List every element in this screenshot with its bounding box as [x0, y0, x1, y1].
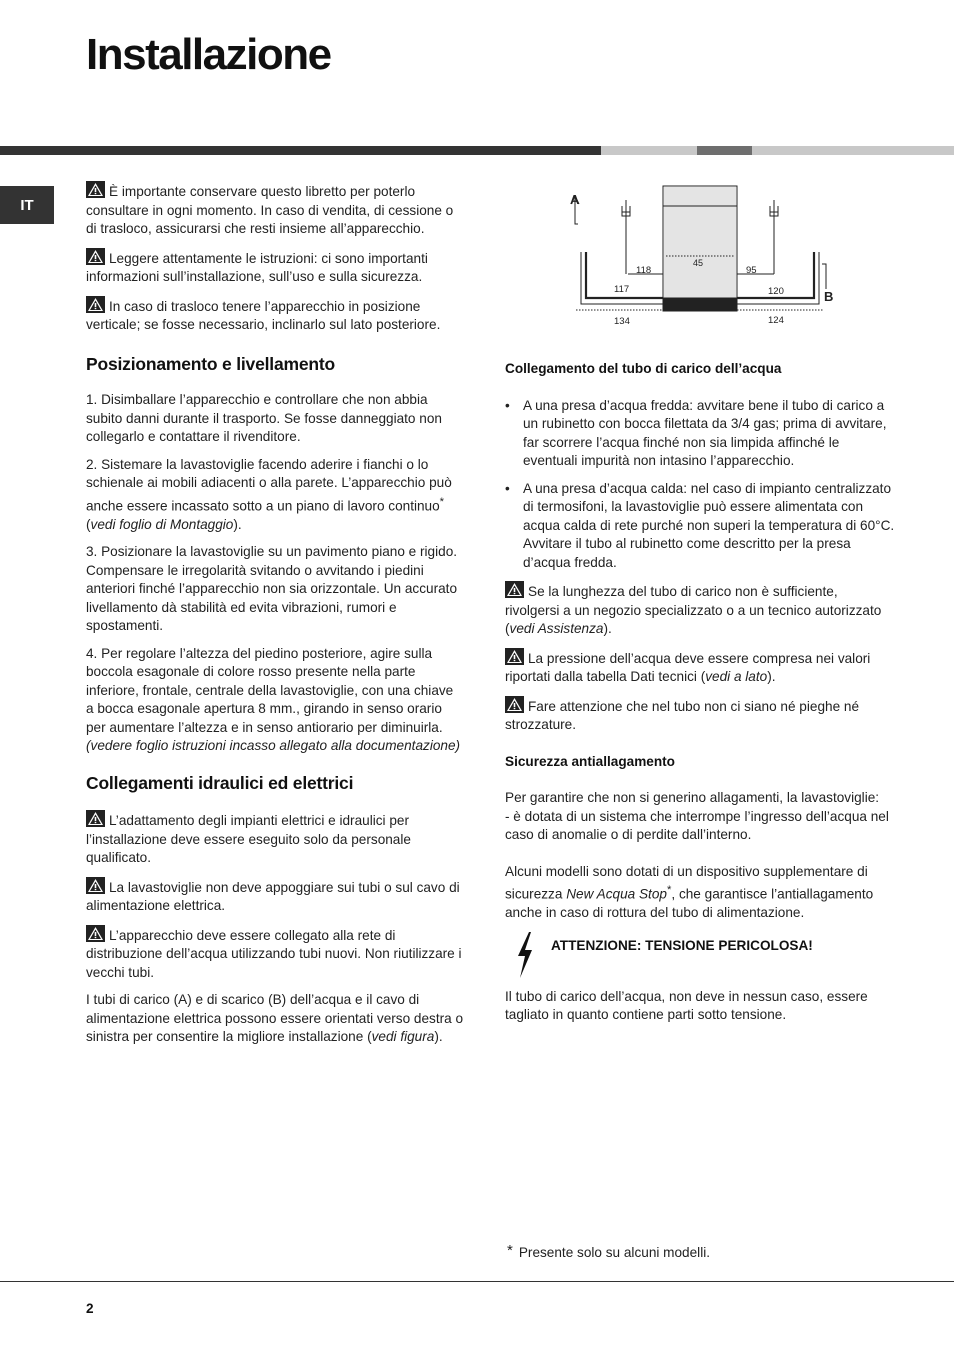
language-tab: IT: [0, 186, 54, 224]
positioning-step-2: 2. Sistemare la lavastoviglie facendo aderire i fianchi o lo schienale ai mobili adiacenti o alla parete. L’apparecchio può anche essere incassato sotto a un piano di lavoro continuo* (vedi foglio di Montaggio).: [86, 456, 452, 532]
load-warning-1: Se la lunghezza del tubo di carico non è sufficiente, rivolgersi a un negozio specializzato o a un tecnico autorizzato (vedi Assistenza).: [505, 581, 895, 639]
header-bar: [0, 146, 954, 155]
warning-icon: [86, 810, 105, 827]
warning-icon: [505, 696, 524, 713]
dim-right-mid: 120: [768, 286, 784, 297]
list-item: • A una presa d’acqua calda: nel caso di impianto centralizzato di termosifoni, la lavastoviglie può essere alimentata con acqua calda di rete purché non superi la temperatura di 60°C. Avvitare il tubo al rubinetto come descritto per la presa d’acqua fredda.: [505, 480, 895, 573]
dim-left-bottom: 134: [614, 316, 630, 327]
intro-paragraph-2: Leggere attentamente le istruzioni: ci sono importanti informazioni sull’installazione, sull’uso e sulla sicurezza.: [86, 248, 464, 287]
danger-label: ATTENZIONE: TENSIONE PERICOLOSA!: [551, 937, 813, 953]
connections-heading: Collegamenti idraulici ed elettrici: [86, 772, 354, 793]
positioning-step-3: 3. Posizionare la lavastoviglie su un pavimento piano e rigido. Compensare le irregolarità svitando o avvitando i piedini anteriori finché l’apparecchio non sia orizzontale. Un accurato livellamento dà stabilità ed evita vibrazioni, rumori e spostamenti.: [86, 544, 458, 634]
flood-heading: Sicurezza antiallagamento: [505, 753, 675, 769]
header-bar-light: [601, 146, 697, 155]
intro-paragraph-1: È importante conservare questo libretto per poterlo consultare in ogni momento. In caso di vendita, di cessione o di trasloco, assicurarsi che resti insieme all’apparecchio.: [86, 181, 464, 239]
connections-warning-3: L’apparecchio deve essere collegato alla rete di distribuzione dell’acqua utilizzando tubi nuovi. Non riutilizzare i vecchi tubi.: [86, 925, 464, 983]
label-b: B: [824, 289, 834, 304]
page-title: Installazione: [86, 30, 331, 79]
dim-right-top: 95: [746, 265, 757, 276]
flood-paragraph-1: Per garantire che non si generino allagamenti, la lavastoviglie: - è dotata di un sistema che interrompe l’ingresso dell’acqua nel caso di anomalie o di perdite dall’interno.: [505, 790, 889, 842]
load-pipe-heading: Collegamento del tubo di carico dell’acqua: [505, 361, 782, 376]
right-column: [505, 360, 895, 1034]
footnote: * Presente solo su alcuni modelli.: [507, 1242, 711, 1260]
flood-paragraph-2: Alcuni modelli sono dotati di un dispositivo supplementare di sicurezza New Acqua Stop*, che garantisce l’antiallagamento anche in caso di rottura del tubo di alimentazione.: [505, 863, 874, 921]
warning-icon: [86, 181, 105, 198]
installation-diagram: [566, 184, 836, 330]
warning-icon: [86, 877, 105, 894]
warning-icon: [505, 648, 524, 665]
connections-warning-2: La lavastoviglie non deve appoggiare sui tubi o sul cavo di alimentazione elettrica.: [86, 877, 464, 916]
load-warning-3: Fare attenzione che nel tubo non ci siano né pieghe né strozzature.: [505, 696, 895, 735]
page-number: 2: [86, 1301, 94, 1316]
pipes-paragraph: I tubi di carico (A) e di scarico (B) dell’acqua e il cavo di alimentazione elettrica possono essere orientati verso destra o sinistra per consentire la migliore installazione (vedi figura).: [86, 992, 464, 1045]
positioning-heading: Posizionamento e livellamento: [86, 353, 335, 374]
dim-center: 45: [693, 258, 704, 268]
dim-left-top: 118: [636, 265, 652, 276]
list-item: • A una presa d’acqua fredda: avvitare bene il tubo di carico a un rubinetto con bocca filettata da 3/4 gas; prima di avvitare, far scorrere l’acqua finché non sia limpida affinché le eventuali impurità non intasino l’apparecchio.: [505, 397, 895, 471]
label-a: A: [570, 192, 580, 207]
footer-rule: [0, 1281, 954, 1282]
danger-text: Il tubo di carico dell’acqua, non deve in nessun caso, essere tagliato in quanto contiene parti sotto tensione.: [505, 988, 868, 1023]
danger-notice: [505, 932, 895, 978]
positioning-step-4: 4. Per regolare l’altezza del piedino posteriore, agire sulla boccola esagonale di colore rosso presente nella parte inferiore, frontale, centrale della lavastoviglie, con una chiave a bocca esagonale apertura 8 mm., girando in senso orario per aumentare l’altezza e in senso antiorario per diminuirla. (vedere foglio istruzioni incasso allegato alla documentazione): [86, 645, 461, 754]
header-bar-light-2: [752, 146, 954, 155]
dim-right-bottom: 124: [768, 315, 784, 326]
intro-paragraph-3: In caso di trasloco tenere l’apparecchio in posizione verticale; se fosse necessario, inclinarlo sul lato posteriore.: [86, 296, 464, 335]
warning-icon: [86, 925, 105, 942]
positioning-step-1: 1. Disimballare l’apparecchio e controllare che non abbia subito danni durante il trasporto. Se fosse danneggiato non collegarlo e contattare il rivenditore.: [86, 392, 442, 444]
header-bar-dark: [0, 146, 601, 155]
header-bar-mid: [697, 146, 752, 155]
warning-icon: [86, 248, 105, 265]
load-warning-2: La pressione dell’acqua deve essere compresa nei valori riportati dalla tabella Dati tecnici (vedi a lato).: [505, 648, 895, 687]
load-pipe-list: [505, 397, 895, 573]
connections-warning-1: L’adattamento degli impianti elettrici e idraulici per l’installazione deve essere eseguito solo da personale qualificato.: [86, 810, 464, 868]
warning-icon: [86, 296, 105, 313]
warning-icon: [505, 581, 524, 598]
left-column: [86, 181, 464, 1056]
lightning-bolt-icon: [515, 932, 535, 978]
dim-left-mid: 117: [614, 284, 630, 295]
